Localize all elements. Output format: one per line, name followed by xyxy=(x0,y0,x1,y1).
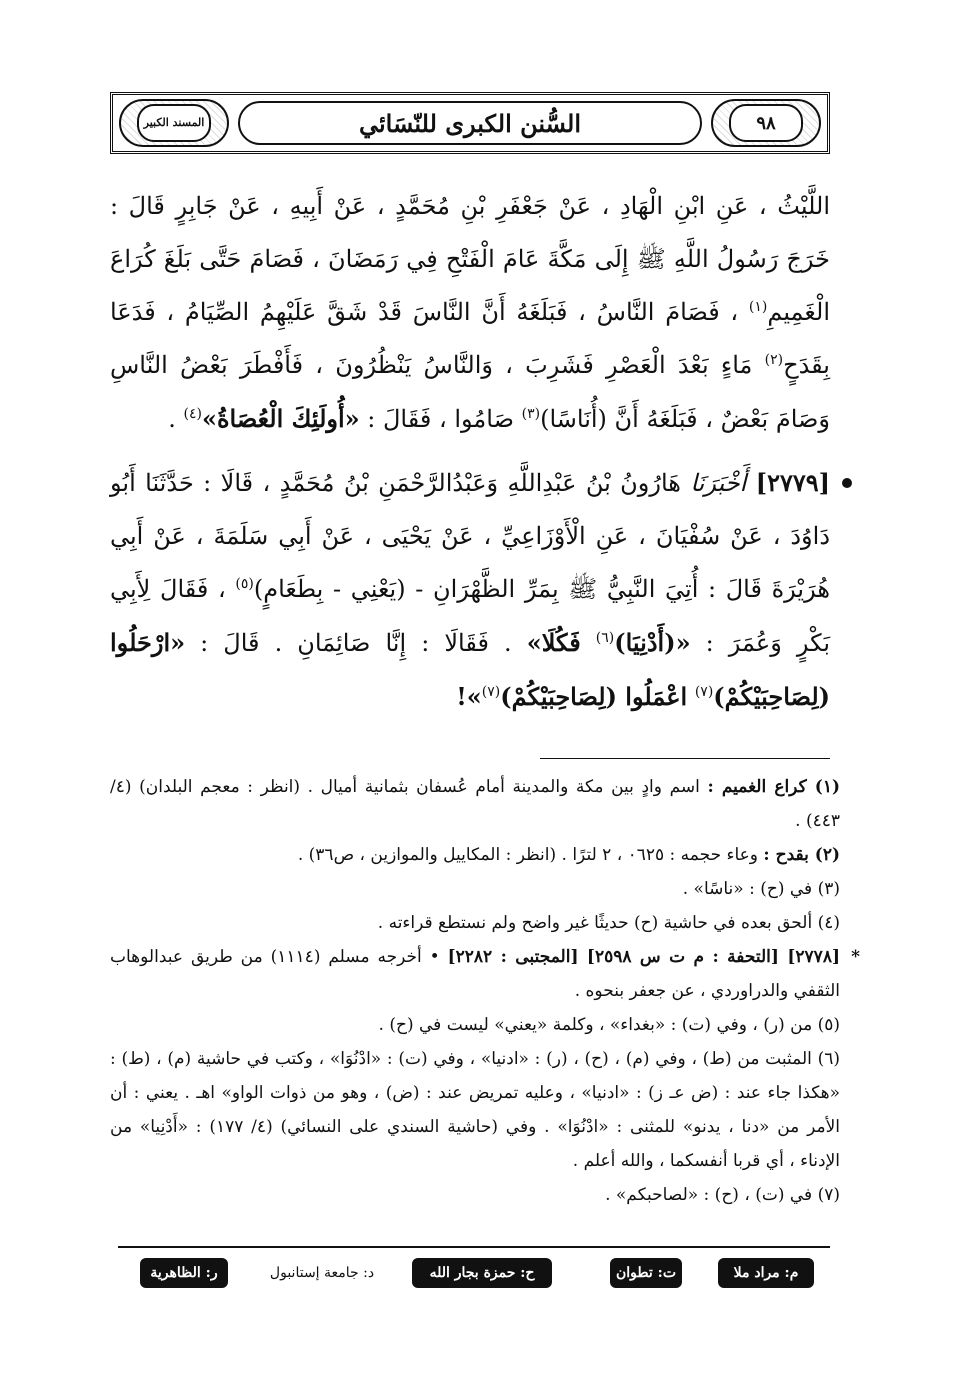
footnote: (٥) من (ر) ، وفي (ت) : «بغداء» ، وكلمة «يعني» ليست في (ح) . xyxy=(378,1015,840,1035)
footnote: (٦) المثبت من (ط) ، وفي (م) ، (ح) ، (ر) : «ادنيا» ، وفي (ت) : «ادْنُوَا» ، وكتب في حاشية (م) ، (ط) : «هكذا جاء عند : (ض عـ ز) : «ادنيا» ، وعليه تمريض عند : (ض) ، وهو من ذوات الواو» اهـ . يعني : أن الأمر من «دنا ، يدنو» للمثنى : «ادْنُوَا» . وفي (حاشية السندي على النسائي) (٤/ ١٧٧) : «أَدْنِيا» من الإدناء ، أي قربا أنفسكما ، والله أعلم . xyxy=(110,1049,840,1171)
book-title: السُّنن الكبرى للنّسَائي xyxy=(238,101,702,145)
siglum-r: ر: الظاهرية xyxy=(140,1258,228,1288)
main-text xyxy=(110,180,830,724)
siglum-h: ح: حمزة بجار الله xyxy=(412,1258,552,1288)
akhbarana: أَخْبَرَنَا xyxy=(690,469,747,497)
book-emblem xyxy=(119,99,229,147)
siglum-m: م: مراد ملا xyxy=(718,1258,814,1288)
hadith-number: [٢٧٧٩] xyxy=(755,468,830,497)
footnote-ref: (٥) xyxy=(235,576,254,592)
footnote-ref: (٣) xyxy=(521,406,541,422)
prophetic-quote: «(أَدْنِيَا) xyxy=(614,628,691,657)
prophetic-quote: «ارْحَلُوا (لِصَاحِبَيْكُمْ) xyxy=(110,628,830,711)
footnotes xyxy=(110,770,860,1212)
footnote-ref: (٢) xyxy=(764,352,784,368)
footnote-ref: (٦) xyxy=(595,630,615,646)
bottom-rule xyxy=(118,1246,830,1248)
prophetic-quote: فَكُلَا» xyxy=(526,628,581,657)
siglum-d: د: جامعة إستانبول xyxy=(269,1265,375,1281)
footnote: (١) كراع الغميم : اسم وادٍ بين مكة والمدينة أمام عُسفان بثمانية أميال . (انظر : معجم البلدان) (٤/ ٤٤٣) . xyxy=(110,777,840,831)
hadith-paragraph-1: اللَّيْثُ ، عَنِ ابْنِ الْهَادِ ، عَنْ جَعْفَرِ بْنِ مُحَمَّدٍ ، عَنْ أَبِيهِ ، عَنْ جَابِرٍ قَالَ : خَرَجَ رَسُولُ اللَّهِ ﷺ إِلَى مَكَّةَ عَامَ الْفَتْحِ فِي رَمَضَانَ ، فَصَامَ حَتَّى بَلَغَ كُرَاعَ الْغَمِيمِ$^{(١)}$ ، فَصَامَ النَّاسُ ، فَبَلَغَهُ أَنَّ النَّاسَ قَدْ شَقَّ عَلَيْهِمُ الصِّيَامُ ، فَدَعَا بِقَدَحٍ$^{(٢)}$ مَاءٍ بَعْدَ الْعَصْرِ فَشَرِبَ ، وَالنَّاسُ يَنْظُرُونَ ، فَأَفْطَرَ بَعْضُ النَّاسِ وَصَامَ بَعْضٌ ، فَبَلَغَهُ أَنَّ (أُنَاسًا)$^{(٣)}$ صَامُوا ، فَقَالَ : «أُولَئِكَ الْعُصَاةُ»$^{(٤)}$ . xyxy=(110,192,830,433)
footnote-ref: (١) xyxy=(748,299,768,315)
footnote: (٣) في (ح) : «ناسًا» . xyxy=(682,879,840,899)
hadith-paragraph-2: [٢٧٧٩] أَخْبَرَنَا هَارُونُ بْنُ عَبْدِاللَّهِ وَعَبْدُالرَّحْمَنِ بْنُ مُحَمَّدٍ ، قَالَا : حَدَّثَنَا أَبُو دَاوُدَ ، عَنْ سُفْيَانَ ، عَنِ الْأَوْزَاعِيِّ ، عَنْ يَحْيَى ، عَنْ أَبِي سَلَمَةَ ، عَنْ أَبِي هُرَيْرَةَ قَالَ : أُتِيَ النَّبِيُّ ﷺ بِمَرِّ الظَّهْرَانِ - (يَعْنِي - بِطَعَامٍ)$^{(٥)}$ ، فَقَالَ لِأَبِي بَكْرٍ وَعُمَرَ : «(أَدْنِيَا)$^{(٦)}$ فَكُلَا» . فَقَالَا : إِنَّا صَائِمَانِ . قَالَ : «ارْحَلُوا (لِصَاحِبَيْكُمْ)$^{(٧)}$ اعْمَلُوا (لِصَاحِبَيْكُمْ)$^{(٧)}$»! xyxy=(110,456,830,724)
page-header xyxy=(110,92,830,154)
footnote-ref: (٧) xyxy=(481,684,501,700)
footnote-ref: (٧) xyxy=(694,684,714,700)
takhrij-note: * [٢٧٧٨] [التحفة : م ت س ٢٥٩٨] [المجتبى : ٢٢٨٢] • أخرجه مسلم (١١١٤) من طريق عبدالوهاب الثقفي والدراوردي ، عن جعفر بنحوه . xyxy=(110,940,840,1008)
prophetic-quote: اعْمَلُوا (لِصَاحِبَيْكُمْ) xyxy=(500,682,688,711)
siglum-t: ت: تطوان xyxy=(610,1258,682,1288)
footnote: (٧) في (ت) ، (ح) : «لصاحبكم» . xyxy=(605,1185,840,1205)
page-number-frame xyxy=(711,99,821,147)
emblem-text: المسند الكبير xyxy=(143,116,205,129)
footnote: (٤) ألحق بعده في حاشية (ح) حديثًا غير واضح ولم نستطع قراءته . xyxy=(377,913,840,933)
footnote-separator xyxy=(540,758,830,759)
bullet-icon xyxy=(842,478,852,488)
page-number: ٩٨ xyxy=(729,104,803,142)
footnote: (٢) بقدح : وعاء حجمه : ٠٦٢٥ ، ٢ لترًا . (انظر : المكاييل والموازين ، ص٣٦) . xyxy=(297,845,840,865)
footnote-ref: (٤) xyxy=(183,406,202,422)
prophetic-quote: «أُولَئِكَ الْعُصَاةُ» xyxy=(201,404,360,433)
star-icon: * xyxy=(851,947,860,967)
